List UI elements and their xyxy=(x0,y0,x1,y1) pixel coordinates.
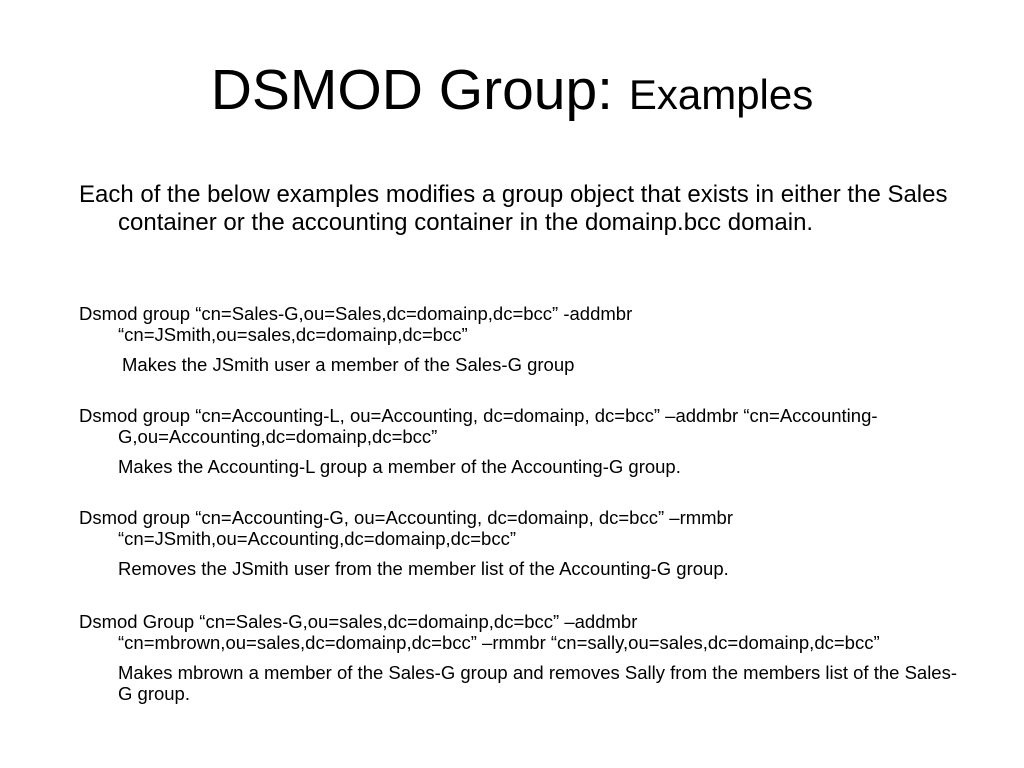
example-item xyxy=(79,405,959,477)
example-description: Makes mbrown a member of the Sales-G group and removes Sally from the members list of the Sales-G group. xyxy=(118,662,958,704)
example-description: Removes the JSmith user from the member list of the Accounting-G group. xyxy=(118,558,729,579)
example-description: Makes the JSmith user a member of the Sales-G group xyxy=(122,354,575,375)
slide-title xyxy=(0,58,1024,122)
example-item xyxy=(79,611,959,704)
example-command: Dsmod group “cn=Sales-G,ou=Sales,dc=domainp,dc=bcc” -addmbr “cn=JSmith,ou=sales,dc=domainp,dc=bcc” xyxy=(79,303,633,345)
example-item xyxy=(79,303,959,375)
example-command: Dsmod group “cn=Accounting-L, ou=Accounting, dc=domainp, dc=bcc” –addmbr “cn=Accounting-G,ou=Accounting,dc=domainp,dc=bcc” xyxy=(79,405,878,447)
slide-title-main: DSMOD Group: xyxy=(210,58,629,122)
slide-title-sub: Examples xyxy=(628,71,814,118)
example-command: Dsmod Group “cn=Sales-G,ou=sales,dc=domainp,dc=bcc” –addmbr “cn=mbrown,ou=sales,dc=domainp,dc=bcc” –rmmbr “cn=sally,ou=sales,dc=domainp,dc=bcc” xyxy=(79,611,880,653)
example-command: Dsmod group “cn=Accounting-G, ou=Accounting, dc=domainp, dc=bcc” –rmmbr “cn=JSmith,ou=Accounting,dc=domainp,dc=bcc” xyxy=(79,507,733,549)
examples-list xyxy=(79,303,959,704)
example-description: Makes the Accounting-L group a member of the Accounting-G group. xyxy=(118,456,681,477)
example-item xyxy=(79,507,959,579)
intro-paragraph: Each of the below examples modifies a group object that exists in either the Sales container or the accounting container in the domainp.bcc domain. xyxy=(79,181,948,236)
